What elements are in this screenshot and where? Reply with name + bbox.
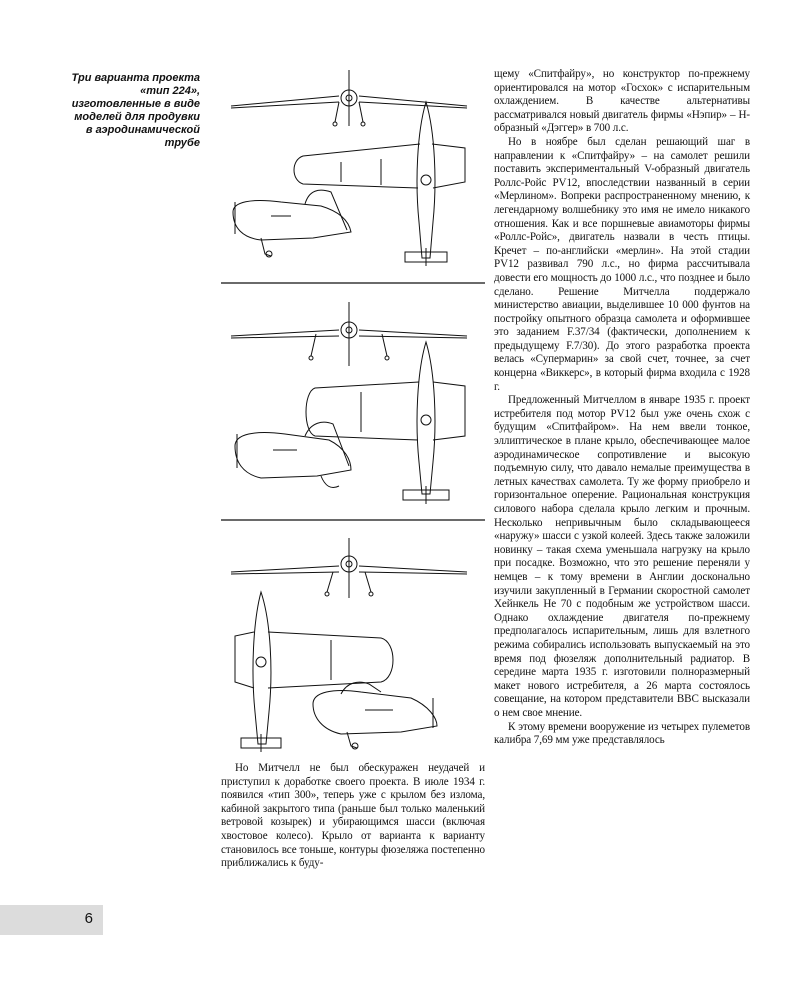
page-number: 6 xyxy=(84,910,93,927)
side-view xyxy=(235,422,351,487)
paragraph: Но в ноябре был сделан решающий шаг в направлении к «Спитфайру» – на самолет решили поставить экспериментальный V-образный двигатель Роллс-Ройс PV12, впоследствии названный в серии «Мерлином». Вопреки распространенному мнению, к легендарному волшебнику это имя не имело никакого отношения. Как и все поршневые авиамоторы фирмы «Роллс-Ройс», двигатель назвали в честь птицы. Кречет – по-английски «мерлин». На этой стадии PV12 развивал 790 л.с., но фирма рассчитывала довести его мощность до 1000 л.с., что позднее и было сделано. Решение Митчелла поддержало министерство авиации, выделившее 10 000 фунтов на постройку опытного образца самолета и оформившее это заданием F.37/34 (фактически, дополнением к предыдущему F.7/30). До этого разработка проекта велась «Супермарин» за свой счет, точнее, за счет концерна «Виккерс», в который фирма входила с 1928 г. xyxy=(494,135,750,393)
paragraph: щему «Спитфайру», но конструктор по-прежнему ориентировался на мотор «Госхок» с испарительным охлаждением. В качестве альтернативы рассматривался новый двигатель фирмы «Нэпир» – Н-образный «Дэггер» в 700 л.с. xyxy=(494,68,750,135)
paragraph: К этому времени вооружение из четырех пулеметов калибра 7,69 мм уже представлялось xyxy=(494,720,750,747)
paragraph: Предложенный Митчеллом в январе 1935 г. проект истребителя под мотор PV12 был уже очень схож с будущим «Спитфайром». На нем ввели тонкое, эллиптическое в плане крыло, обеспечивающее малое аэродинамическое сопротивление и высокую подъемную силу, что давало немалые преимущества в летных качествах самолета. Ту же форму приобрело и горизонтальное оперение. Рациональная конструкция силового набора сделала крыло легким и прочным. Несколько непривычным было складывающееся «наружу» шасси с узкой колеей. Здесь также заложили новинку – такая схема уменьшала нагрузку на крыло при посадке. Возможно, что это решение переняли у немцев – к тому времени в Англии досконально изучили закупленный в Германии скоростной самолет Хейнкель Не 70 с подобным же устройством шасси. Однако охлаждение двигателя по-прежнему предполагалось испарительным, лишь для взлетного режима собирались использовать выпускаемый на это время под фюзеляж дополнительный радиатор. В середине марта 1935 г. изготовили полноразмерный макет нового истребителя, а 26 марта состоялось совещание, на котором представители ВВС высказали о нем свое мнение. xyxy=(494,394,750,719)
side-view xyxy=(313,682,437,749)
text-column-right xyxy=(494,68,750,748)
front-view xyxy=(231,538,467,598)
front-view xyxy=(231,70,467,126)
figure-variant-3 xyxy=(231,538,467,752)
plan-view xyxy=(235,592,393,752)
text-column-left xyxy=(221,762,485,871)
figure-variant-1 xyxy=(231,70,467,266)
plan-view xyxy=(294,102,465,266)
paragraph: Но Митчелл не был обескуражен неудачей и приступил к доработке своего проекта. В июле 1934 г. появился «тип 300», теперь уже с крылом без излома, кабиной закрытого типа (раньше был только маленький ветровой козырек) и убирающимся шасси (включая хвостовое колесо). Крыло от варианта к варианту становилось все тоньше, контуры фюзеляжа постепенно приближались к буду- xyxy=(221,762,485,870)
front-view xyxy=(231,302,467,366)
aircraft-drawings xyxy=(221,62,485,752)
page-number-box xyxy=(0,905,103,935)
figure-caption: Три варианта проекта «тип 224», изготовленные в виде моделей для продувки в аэродинамической трубе xyxy=(71,72,200,149)
side-view xyxy=(233,190,351,257)
figure-variant-2 xyxy=(231,302,467,504)
